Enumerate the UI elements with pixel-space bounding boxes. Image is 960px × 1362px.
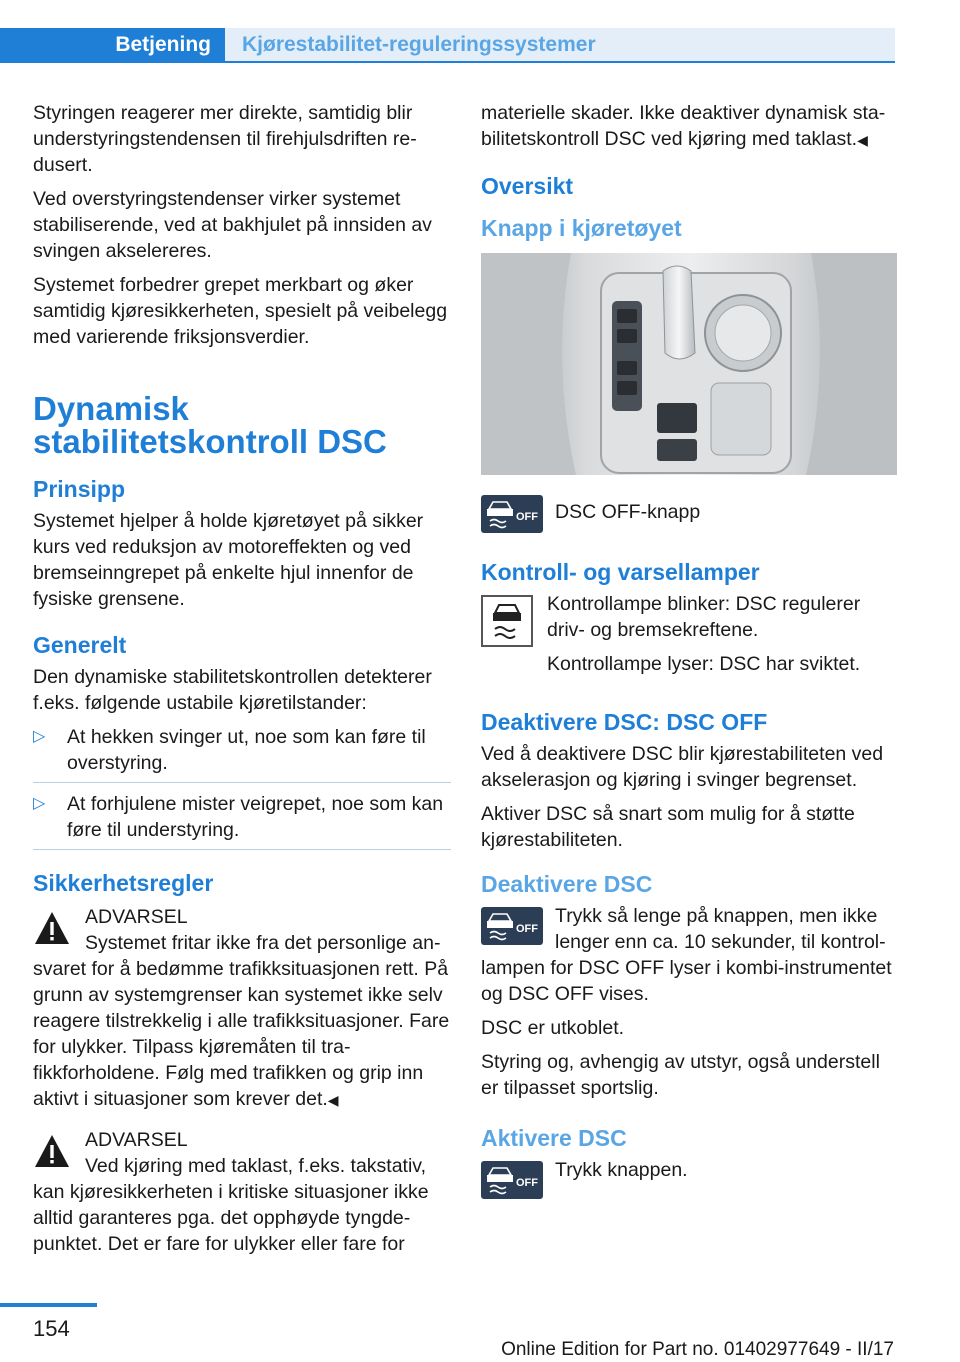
dsc-off-icon [481, 495, 543, 533]
general-text: Den dynamiske stabilitetskontrollen detekterer f.eks. følgende ustabile kjøretilstander: [33, 666, 432, 714]
page-number: 154 [33, 1316, 70, 1341]
dsc-control-lamp-icon [481, 595, 533, 647]
activate-text: Trykk knappen. [555, 1159, 688, 1181]
general-heading: Generelt [33, 632, 127, 658]
bullet-list [33, 724, 451, 850]
continued-text [481, 100, 897, 153]
warning-block [33, 904, 451, 1113]
warning-triangle-icon [33, 908, 71, 948]
lamps-heading: Kontroll- og varsellamper [481, 559, 760, 585]
list-item-text: At hekken svinger ut, noe som kan føre til overstyring. [67, 726, 426, 774]
left-column [33, 100, 451, 1257]
safety-heading: Sikkerhetsregler [33, 870, 214, 896]
principle-text: Systemet hjelper å holde kjøretøyet på sikker kurs ved reduksjon av motoreffekten og ved bremseinngrepet på enkelte hjul innenfor de fysiske grensene. [33, 510, 424, 610]
center-console-photo [481, 253, 897, 475]
deactivate-off-heading: Deaktivere DSC: DSC OFF [481, 709, 768, 735]
lamps-legend [481, 591, 897, 685]
lamp-on-text: Kontrollampe lyser: DSC har sviktet. [547, 653, 861, 675]
end-mark-icon: ◀ [857, 132, 868, 148]
icon-off-label: OFF [516, 511, 538, 523]
overview-heading: Oversikt [481, 173, 574, 199]
end-mark-icon: ◀ [327, 1092, 339, 1108]
continued-text-body: materielle skader. Ikke deaktiver dynamisk stabilitetskontroll DSC ved kjøring med taklast. [481, 102, 886, 150]
deactivate-off-text: Aktiver DSC så snart som mulig for å støtte kjørestabiliteten. [481, 803, 855, 851]
list-item-text: At forhjulene mister veigrepet, noe som kan føre til understyring. [67, 793, 444, 841]
subsection-tab: Kjørestabilitet-reguleringssystemer [225, 28, 895, 61]
button-legend [481, 491, 897, 537]
warning-triangle-icon [33, 1131, 71, 1171]
edition-text: Online Edition for Part no. 01402977649 - II/17 [501, 1339, 894, 1360]
list-item [33, 724, 451, 783]
deactivate-text: Trykk så lenge på knappen, men ikke lenger enn ca. 10 sekunder, til kontrollampen for DSC OFF lyser i kombi-instrumentet og DSC OFF vises. [481, 905, 892, 1005]
page-header [0, 0, 895, 62]
deactivate-off-text: Ved å deaktivere DSC blir kjørestabiliteten ved akselerasjon og kjøring i svinger begrenset. [481, 743, 884, 791]
warning-text: Systemet fritar ikke fra det personlige ansvaret for å bedømme trafikksituasjonen rett. På grunn av systemgrenser kan systemet ikke selv reagere tilstrekkelig i alle trafikksituasjoner. Fare for ulykker. Tilpass kjøremåten til trafikkforholdene. Følg med trafikken og grip inn aktivt i situasjoner som krever det. [33, 932, 450, 1110]
bullet-arrow-icon: ▷ [33, 728, 46, 745]
warning-title: ADVARSEL [85, 1129, 188, 1151]
section-tab: Betjening [0, 28, 225, 61]
main-title: Dynamisk stabilitetskontroll DSC [33, 390, 387, 460]
icon-off-label: OFF [516, 923, 538, 935]
icon-off-label: OFF [516, 1177, 538, 1189]
button-heading: Knapp i kjøretøyet [481, 215, 682, 241]
dsc-off-icon [481, 907, 543, 945]
activate-instruction [481, 1157, 897, 1203]
right-column [481, 100, 897, 1211]
deactivate-instruction [481, 903, 897, 1007]
dsc-off-icon [481, 1161, 543, 1199]
header-divider [0, 61, 895, 63]
warning-text: Ved kjøring med taklast, f.eks. takstativ, kan kjøresikkerheten i kritiske situasjoner ikke alltid garanteres pga. det opphøyde tyngdepunktet. Det er fare for ulykker eller fare for [33, 1155, 429, 1255]
intro-paragraph: Systemet forbedrer grepet merkbart og øker samtidig kjøresikkerheten, spesielt på veibelegg med varierende friksjonsverdier. [33, 274, 448, 348]
intro-paragraph: Ved overstyringstendenser virker systemet stabiliserende, ved at bakhjulet på innsiden av svingen akselereres. [33, 188, 432, 262]
warning-title: ADVARSEL [85, 906, 188, 928]
bullet-arrow-icon: ▷ [33, 795, 46, 812]
footer-accent [0, 1303, 97, 1307]
button-label: DSC OFF-knapp [555, 501, 701, 523]
deactivate-heading: Deaktivere DSC [481, 871, 653, 897]
intro-paragraph: Styringen reagerer mer direkte, samtidig blir understyringstendensen til firehjulsdriften redusert. [33, 102, 417, 176]
list-item [33, 791, 451, 850]
chassis-text: Styring og, avhengig av utstyr, også understell er tilpasset sportslig. [481, 1051, 880, 1099]
lamp-blink-text: Kontrollampe blinker: DSC regulerer driv- og bremsekreftene. [547, 593, 861, 641]
dsc-off-status: DSC er utkoblet. [481, 1017, 625, 1039]
warning-block [33, 1127, 451, 1257]
activate-heading: Aktivere DSC [481, 1125, 627, 1151]
principle-heading: Prinsipp [33, 476, 126, 502]
